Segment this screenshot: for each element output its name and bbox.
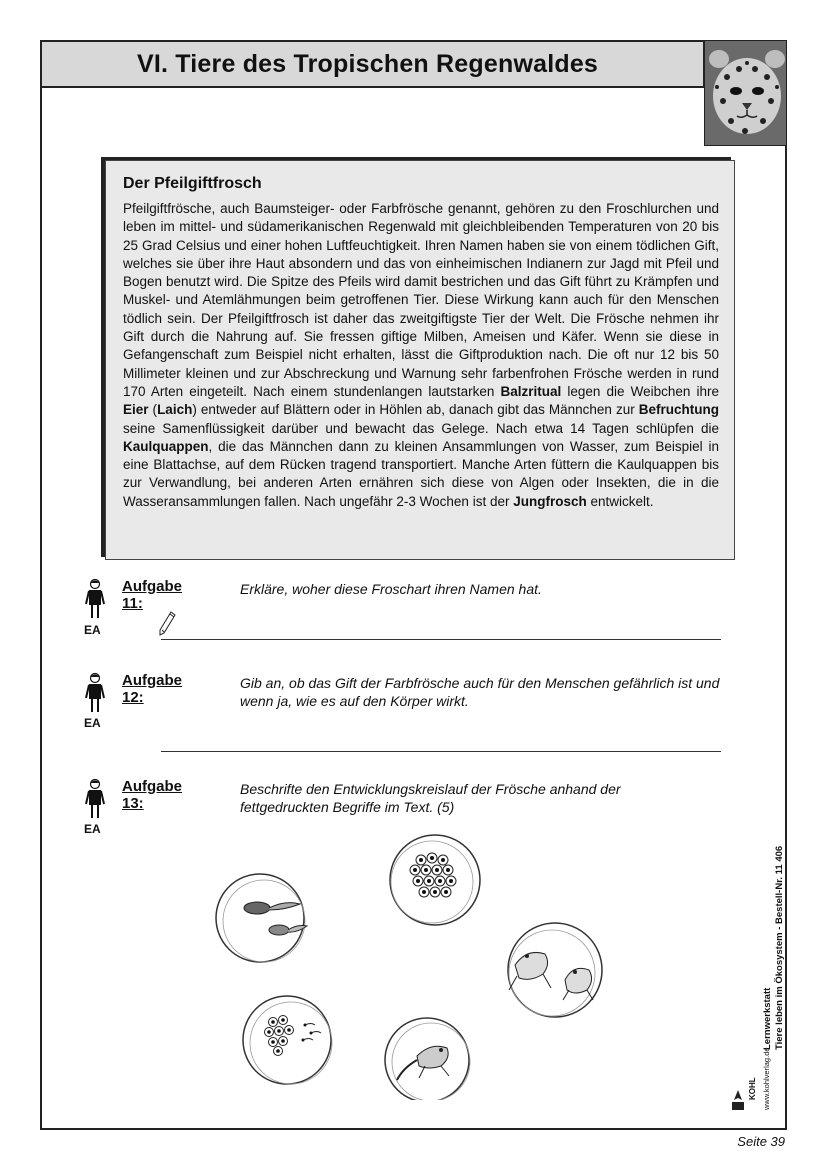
task-text: Beschrifte den Entwicklungskreislauf der Frösche anhand der fettgedruckten Begriffe im Text. (5)	[240, 781, 621, 815]
task-label: Aufgabe 13:	[122, 778, 182, 812]
keyword: Befruchtung	[638, 402, 719, 418]
publisher-url: www.kohlverlag.de	[762, 1047, 771, 1110]
person-icon	[84, 672, 106, 716]
title-bar	[40, 40, 705, 88]
ea-label: EA	[84, 822, 101, 836]
frog-lifecycle-diagram	[205, 830, 625, 1100]
text-segment: , die das Männchen dann zu kleinen Ansammlungen von Wasser, zum Beispiel in eine Blattachse, auf dem Rücken tragend transportiert. Manche Arten füttern die Kaulquappen bis zur Verwandlung, bei anderen Arten ernähren sich diese von Algen oder Insekten, die in die Wasseransammlungen fallen. Nach ungefähr 2-3 Wochen ist der	[123, 438, 719, 509]
publisher-logo-icon	[730, 1088, 746, 1112]
text-segment: entwickelt.	[586, 493, 654, 509]
lifecycle-frogs	[508, 923, 602, 1017]
lifecycle-froglet	[385, 1018, 470, 1100]
task-label: Aufgabe 12:	[122, 672, 182, 706]
ea-label: EA	[84, 623, 101, 637]
publisher-brand: KOHL	[748, 1077, 757, 1100]
ea-label: EA	[84, 716, 101, 730]
keyword: Balzritual	[500, 383, 562, 399]
keyword: Kaulquappen	[123, 438, 209, 454]
info-heading: Der Pfeilgiftfrosch	[123, 175, 262, 192]
keyword: Laich	[157, 402, 193, 418]
book-title: Tiere leben im Ökosystem - Bestell-Nr. 11 406	[774, 845, 785, 1050]
text-segment: (	[148, 402, 158, 418]
keyword: Jungfrosch	[513, 493, 587, 509]
answer-line[interactable]	[161, 751, 721, 752]
publisher-sidebar	[728, 820, 786, 1120]
task-text: Gib an, ob das Gift der Farbfrösche auch für den Menschen gefährlich ist und wenn ja, wie es auf den Körper wirkt.	[240, 675, 720, 709]
text-segment: seine Samenflüssigkeit darüber und bewacht das Gelege. Nach etwa 14 Tagen schlüpfen die	[123, 420, 719, 436]
lifecycle-eggs	[390, 835, 480, 925]
pencil-icon	[158, 611, 176, 639]
keyword: Eier	[123, 402, 149, 418]
text-segment: legen die Weibchen ihre	[561, 383, 719, 399]
lifecycle-fertilisation	[243, 996, 332, 1084]
task-text: Erkläre, woher diese Froschart ihren Namen hat.	[240, 581, 542, 597]
answer-line[interactable]	[161, 639, 721, 640]
person-icon	[84, 778, 106, 822]
person-icon	[84, 578, 106, 622]
lifecycle-tadpoles	[216, 874, 307, 962]
info-box	[105, 160, 735, 560]
task-label: Aufgabe 11:	[122, 578, 182, 612]
text-segment: Pfeilgiftfrösche, auch Baumsteiger- oder Farbfrösche genannt, gehören zu den Froschlurchen und leben im mittel- und südamerikanischen Regenwald mit gleichbleibenden Temperaturen von 20 bis 25 Grad Celsius und einer hohen Luftfeuchtigkeit. Ihren Namen haben sie von einem tödlichen Gift, welches sie über ihre Haut absondern und das von einheimischen Indianern zur Jagd mit Pfeil und Bogen benutzt wird. Die Spitze des Pfeils wird damit bestrichen und das Gift führt zu Krämpfen und Muskel- und Atemlähmungen beim getroffenen Tier. Diese Wirkung kann auch für den Menschen tödlich sein. Der Pfeilgiftfrosch ist daher das zweitgiftigste Tier der Welt. Die Frösche nehmen ihr Gift durch die Nahrung auf. Sie fressen giftige Milben, Ameisen und Käfer. Wenn sie diese in Gefangenschaft zum Beispiel nicht erhalten, lässt die Giftproduktion nach. Die oft nur 12 bis 50 Millimeter kleinen und zur Abschreckung und Warnung sehr farbenfrohen Frösche werden in rund 170 Arten eingeteilt. Nach einem stundenlangen lautstarken	[123, 201, 719, 399]
jaguar-cub-photo	[704, 40, 787, 146]
page-title: VI. Tiere des Tropischen Regenwaldes	[136, 49, 599, 78]
info-text	[123, 200, 719, 511]
page-number: Seite 39	[737, 1134, 785, 1149]
text-segment: ) entweder auf Blättern oder in Höhlen ab, danach gibt das Männchen zur	[192, 402, 639, 418]
series-name: Lernwerkstatt	[762, 987, 773, 1050]
